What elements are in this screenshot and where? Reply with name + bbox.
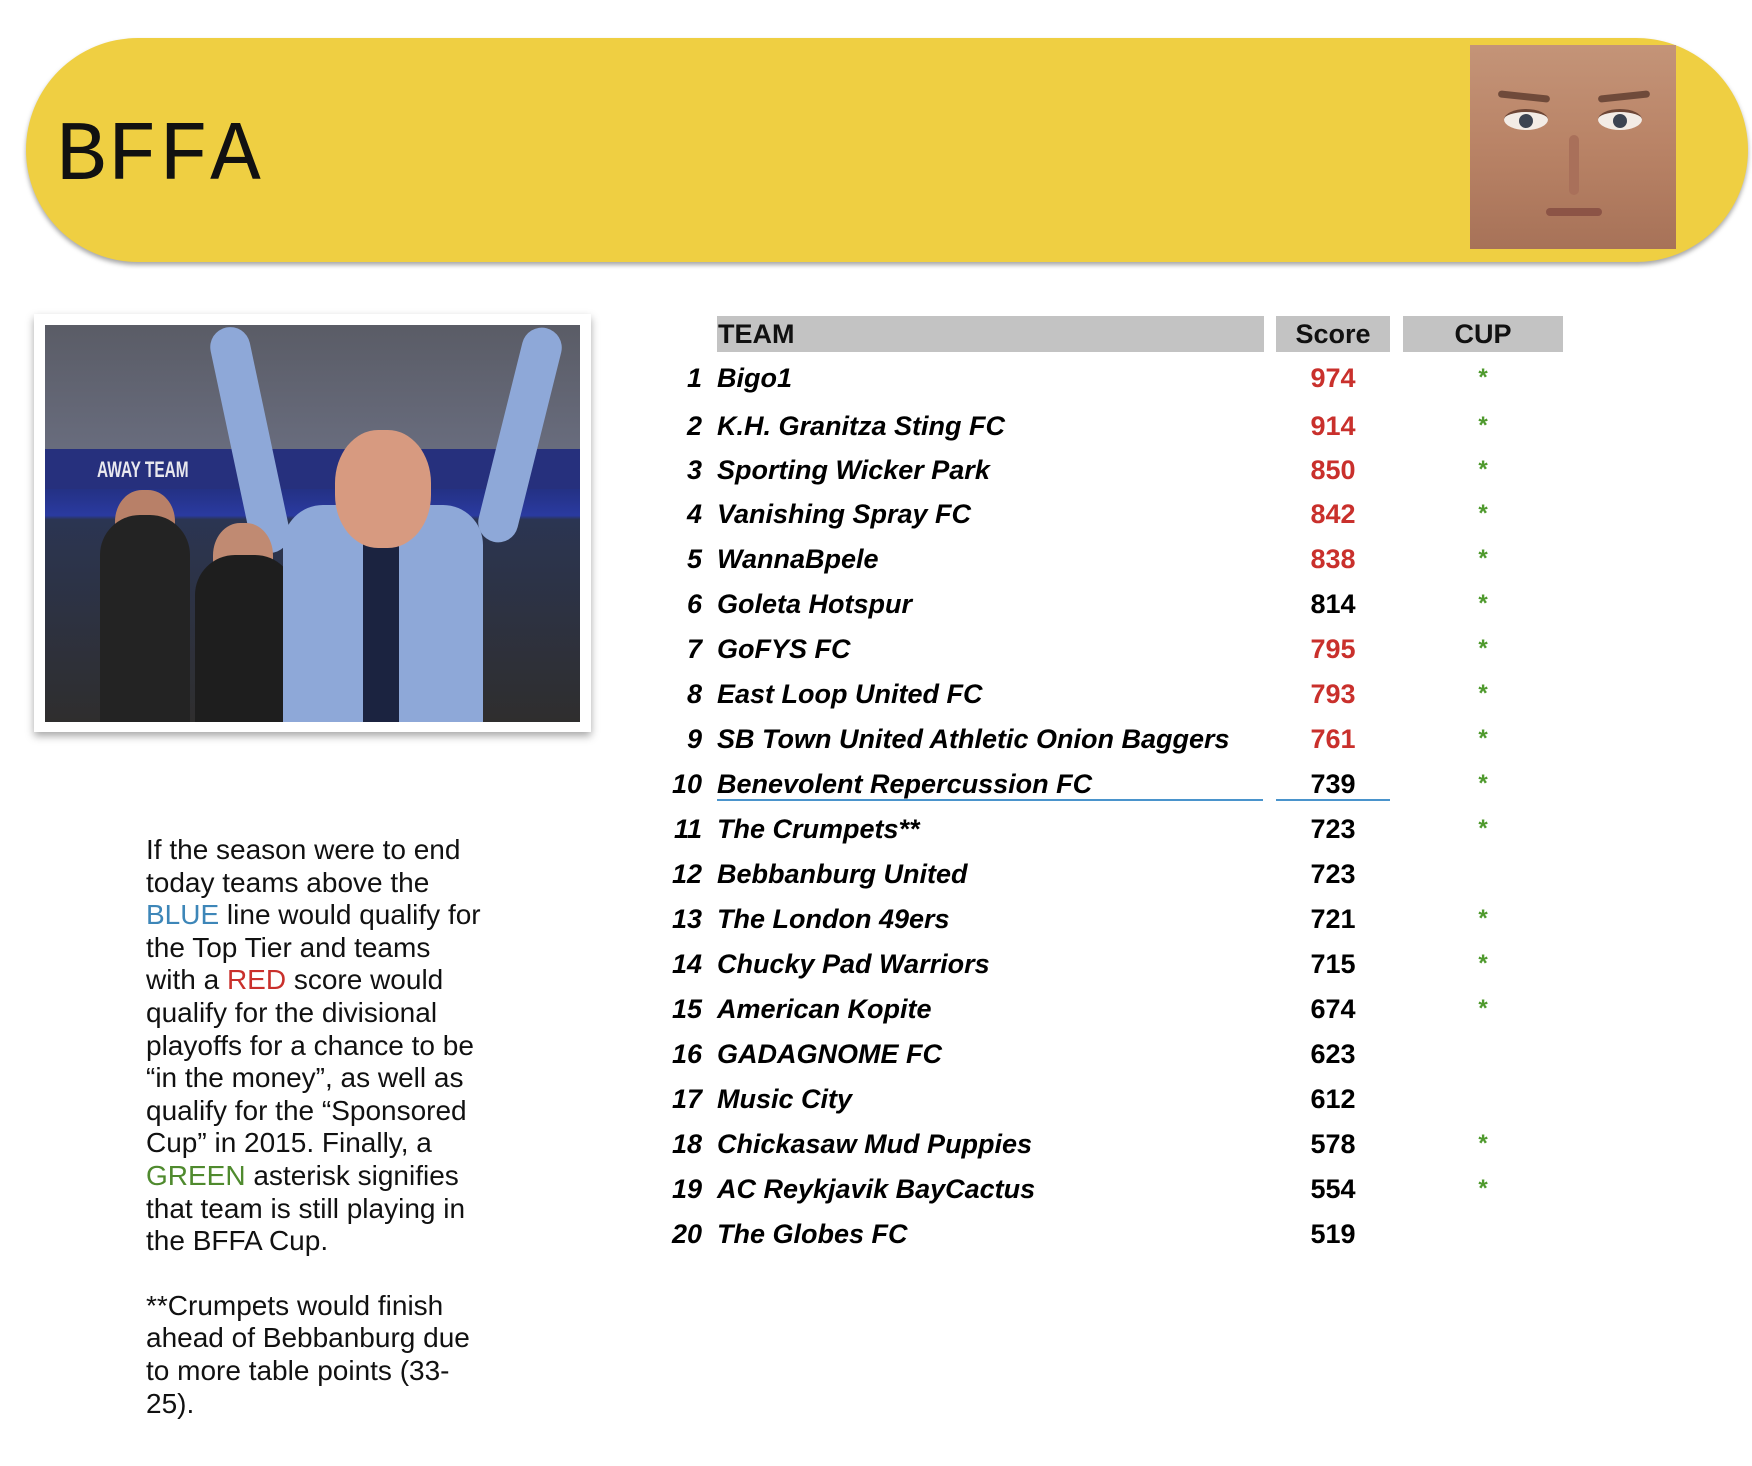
table-row <box>0 989 1752 1029</box>
page-title: BFFA <box>56 110 262 205</box>
score-cell: 814 <box>1310 589 1356 619</box>
rank-cell: 3 <box>686 455 702 485</box>
team-name: Bebbanburg United <box>717 859 968 889</box>
away-team-sign: AWAY TEAM <box>97 457 189 482</box>
rank-cell: 18 <box>671 1129 702 1159</box>
team-name: GoFYS FC <box>717 634 851 664</box>
score-cell: 723 <box>1310 814 1356 844</box>
rank-cell: 11 <box>673 814 702 844</box>
rank-cell: 16 <box>671 1039 702 1069</box>
cup-asterisk: * <box>1478 590 1488 617</box>
note-text: score would qualify for the divisional playoffs for a chance to be “in the money”, as well as qualify for the “Sponsored Cup” in 2015. Finally, a <box>146 964 474 1159</box>
score-cell: 850 <box>1310 455 1356 485</box>
qualification-line-team <box>717 799 1263 801</box>
score-cell: 974 <box>1310 363 1356 393</box>
score-cell: 623 <box>1310 1039 1356 1069</box>
table-row <box>0 1124 1752 1164</box>
cup-asterisk: * <box>1478 364 1488 391</box>
portrait-brow-right <box>1598 90 1650 102</box>
note-footnote: **Crumpets would finish ahead of Bebbanburg due to more table points (33-25). <box>146 1289 470 1419</box>
header-banner <box>26 38 1748 262</box>
score-cell: 795 <box>1310 634 1356 664</box>
rank-cell: 13 <box>671 904 702 934</box>
team-name: Chucky Pad Warriors <box>717 949 990 979</box>
cup-asterisk: * <box>1478 1175 1488 1202</box>
cup-asterisk: * <box>1478 635 1488 662</box>
note-text: asterisk signifies that team is still playing in the BFFA Cup. <box>146 1159 466 1257</box>
team-name: AC Reykjavik BayCactus <box>717 1174 1036 1204</box>
table-row <box>0 809 1752 849</box>
qualification-line-score <box>1276 799 1390 801</box>
note-text: line would qualify for the Top Tier and teams with a <box>146 899 481 996</box>
score-cell: 554 <box>1310 1174 1356 1204</box>
team-name: The London 49ers <box>717 904 950 934</box>
team-name: The Crumpets** <box>717 814 920 844</box>
table-row <box>0 1169 1752 1209</box>
rank-cell: 14 <box>671 949 702 979</box>
team-name: Bigo1 <box>717 363 793 393</box>
score-cell: 721 <box>1310 904 1356 934</box>
cup-asterisk: * <box>1478 725 1488 752</box>
table-row <box>0 1079 1752 1119</box>
cup-asterisk: * <box>1478 995 1488 1022</box>
note-red-word: RED <box>226 964 287 996</box>
team-name: WannaBpele <box>717 544 879 574</box>
cup-asterisk: * <box>1478 950 1488 977</box>
rank-cell: 8 <box>686 679 702 709</box>
table-row <box>0 719 1752 759</box>
score-cell: 674 <box>1310 994 1356 1024</box>
score-cell: 914 <box>1310 411 1356 441</box>
portrait-eye-left <box>1504 109 1548 130</box>
score-cell: 761 <box>1310 724 1356 754</box>
table-row <box>0 358 1752 398</box>
table-row <box>0 764 1752 804</box>
rank-cell: 1 <box>686 363 702 393</box>
cup-asterisk: * <box>1478 1130 1488 1157</box>
team-name: Goleta Hotspur <box>717 589 913 619</box>
rank-cell: 9 <box>686 724 702 754</box>
score-cell: 838 <box>1310 544 1356 574</box>
rank-cell: 7 <box>686 634 702 664</box>
table-row <box>0 406 1752 446</box>
note-green-word: GREEN <box>146 1159 246 1191</box>
note-blue-word: BLUE <box>146 899 220 931</box>
score-cell: 739 <box>1310 769 1356 799</box>
table-row <box>0 629 1752 669</box>
cup-asterisk: * <box>1478 905 1488 932</box>
score-cell: 793 <box>1310 679 1356 709</box>
column-header-team: TEAM <box>717 316 1264 352</box>
team-name: Vanishing Spray FC <box>717 499 972 529</box>
rank-cell: 4 <box>686 499 702 529</box>
portrait-eye-right <box>1598 109 1642 130</box>
cup-asterisk: * <box>1478 545 1488 572</box>
rank-cell: 6 <box>686 589 702 619</box>
portrait-brow-left <box>1498 90 1550 102</box>
table-row <box>0 899 1752 939</box>
rank-cell: 5 <box>686 544 702 574</box>
cup-asterisk: * <box>1478 456 1488 483</box>
table-row <box>0 674 1752 714</box>
rank-cell: 10 <box>671 769 702 799</box>
rank-cell: 12 <box>671 859 702 889</box>
team-name: East Loop United FC <box>717 679 983 709</box>
team-name: Benevolent Repercussion FC <box>717 769 1093 799</box>
rank-cell: 2 <box>686 411 702 441</box>
score-cell: 715 <box>1310 949 1356 979</box>
cup-asterisk: * <box>1478 770 1488 797</box>
team-name: Sporting Wicker Park <box>717 455 990 485</box>
team-name: American Kopite <box>717 994 932 1024</box>
table-row <box>0 1034 1752 1074</box>
cup-asterisk: * <box>1478 815 1488 842</box>
face-portrait-image <box>1470 45 1676 249</box>
table-row <box>0 854 1752 894</box>
table-row <box>0 450 1752 490</box>
cup-asterisk: * <box>1478 412 1488 439</box>
column-header-cup: CUP <box>1403 316 1563 352</box>
score-cell: 578 <box>1310 1129 1356 1159</box>
team-name: The Globes FC <box>717 1219 908 1249</box>
rank-cell: 20 <box>671 1219 702 1249</box>
table-row <box>0 1214 1752 1254</box>
cup-asterisk: * <box>1478 680 1488 707</box>
rank-cell: 15 <box>671 994 702 1024</box>
cup-asterisk: * <box>1478 500 1488 527</box>
rank-cell: 17 <box>671 1084 702 1114</box>
portrait-nose <box>1569 135 1579 195</box>
team-name: Music City <box>717 1084 853 1114</box>
rank-cell: 19 <box>671 1174 702 1204</box>
table-row <box>0 584 1752 624</box>
team-name: GADAGNOME FC <box>717 1039 942 1069</box>
table-row <box>0 944 1752 984</box>
team-name: K.H. Granitza Sting FC <box>717 411 1006 441</box>
portrait-mouth <box>1546 208 1602 216</box>
score-cell: 519 <box>1310 1219 1356 1249</box>
score-cell: 723 <box>1310 859 1356 889</box>
score-cell: 842 <box>1310 499 1356 529</box>
table-row <box>0 494 1752 534</box>
column-header-score: Score <box>1276 316 1390 352</box>
team-name: SB Town United Athletic Onion Baggers <box>717 724 1230 754</box>
team-name: Chickasaw Mud Puppies <box>717 1129 1033 1159</box>
note-text: If the season were to end today teams above the <box>146 834 461 898</box>
score-cell: 612 <box>1310 1084 1356 1114</box>
table-row <box>0 539 1752 579</box>
